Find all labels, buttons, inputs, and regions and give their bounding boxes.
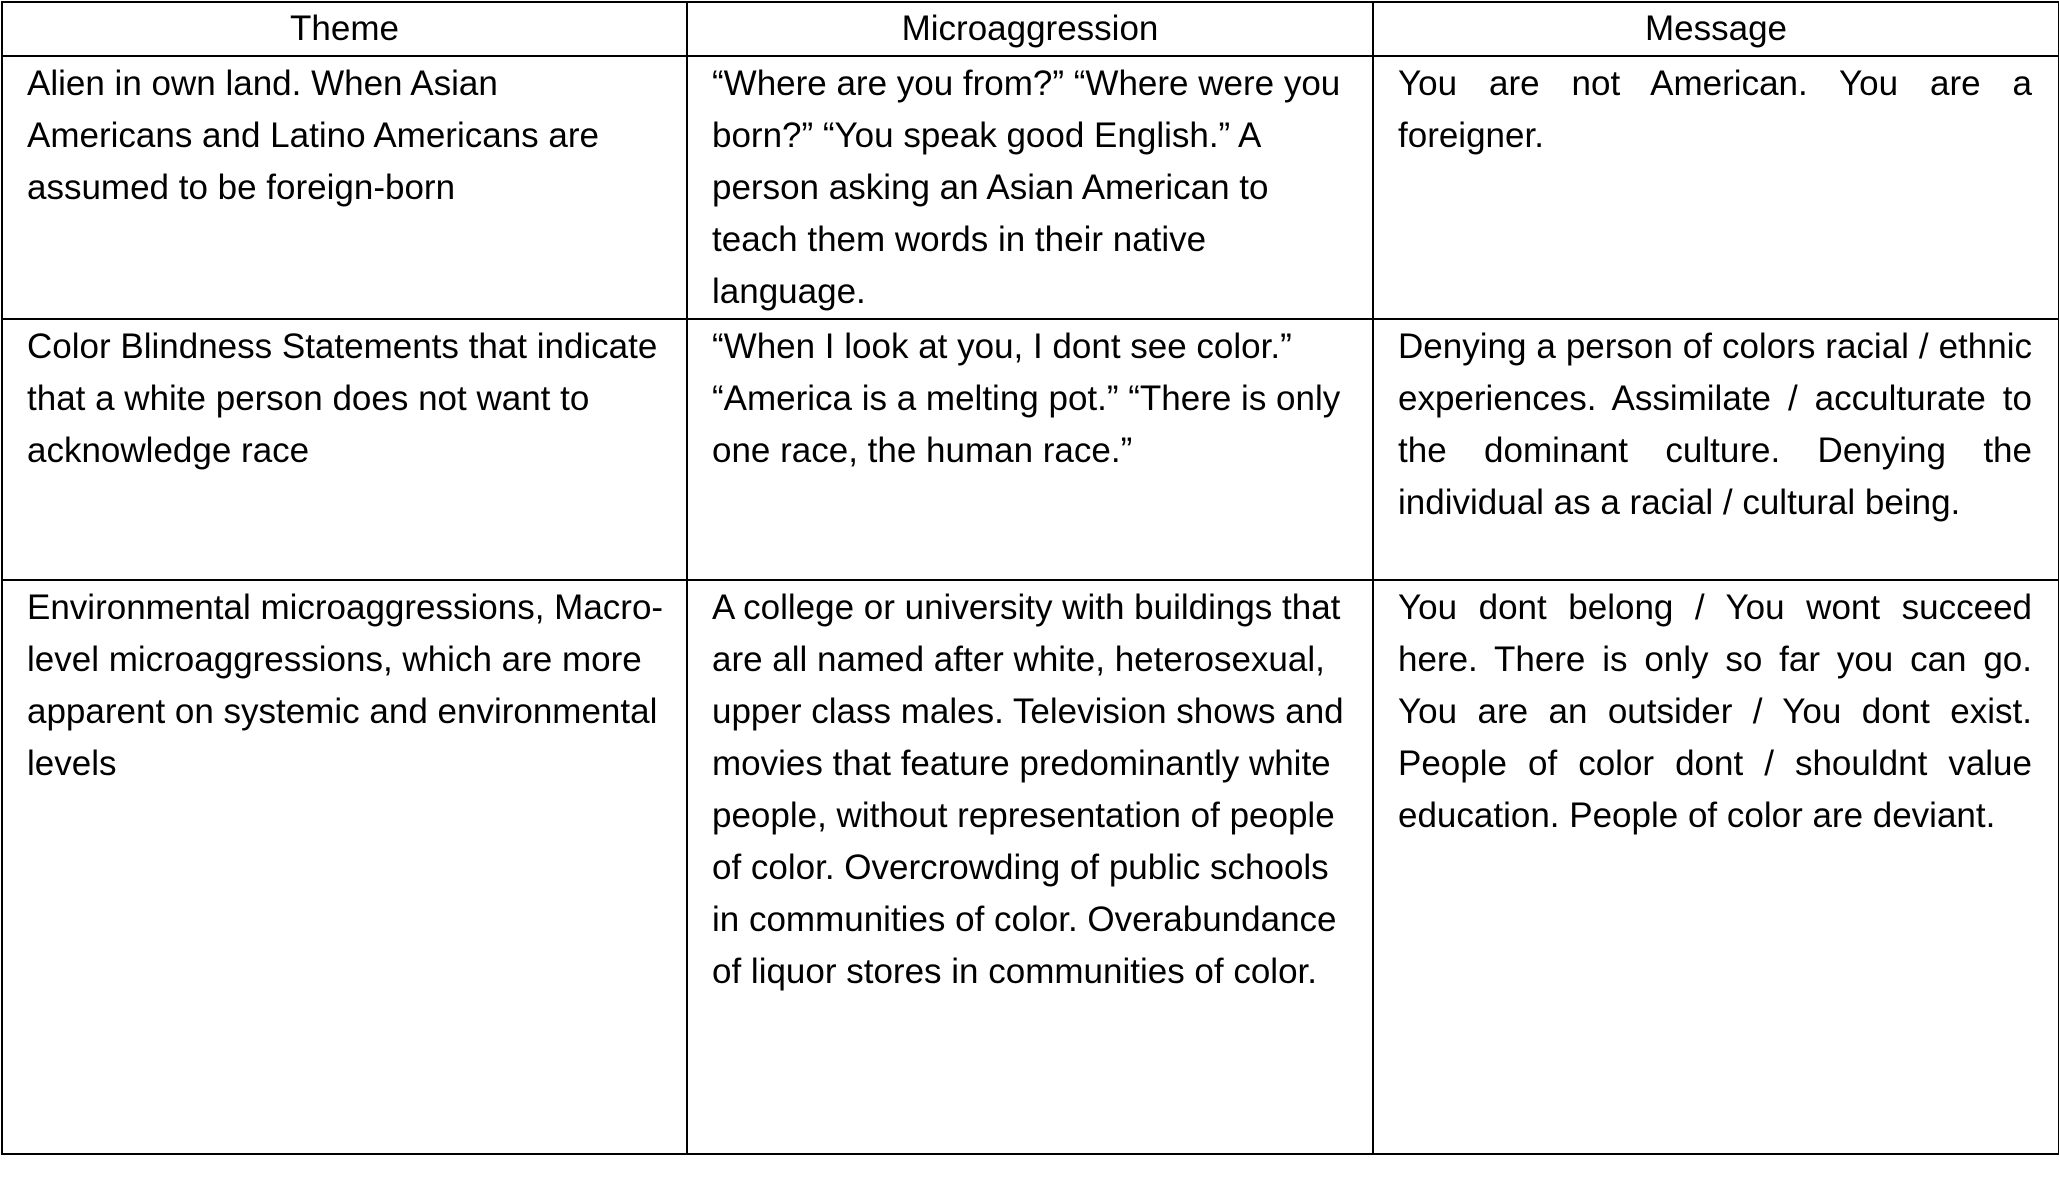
table-row [2,580,2059,1154]
header-row [2,2,2059,56]
message-cell: Denying a person of colors racial / ethnic experiences. Assimilate / acculturate to the dominant culture. Denying the individual as a racial / cultural being. [1373,319,2059,580]
microaggression-cell: “Where are you from?” “Where were you born?” “You speak good English.” A person asking an Asian American to teach them words in their native language. [687,56,1373,319]
table-row [2,56,2059,319]
table-header [2,2,2059,56]
header-microaggression: Microaggression [687,2,1373,56]
theme-cell: Color Blindness Statements that indicate that a white person does not want to acknowledge race [2,319,687,580]
theme-cell: Environmental microaggressions, Macro-level microaggressions, which are more apparent on systemic and environmental levels [2,580,687,1154]
theme-cell: Alien in own land. When Asian Americans and Latino Americans are assumed to be foreign-born [2,56,687,319]
table-body [2,56,2059,1154]
microaggressions-table [1,1,2059,1155]
header-theme: Theme [2,2,687,56]
message-cell: You are not American. You are a foreigner. [1373,56,2059,319]
table-row [2,319,2059,580]
microaggression-cell: A college or university with buildings that are all named after white, heterosexual, upper class males. Television shows and movies that feature predominantly white people, without representation of people of color. Overcrowding of public schools in communities of color. Overabundance of liquor stores in communities of color. [687,580,1373,1154]
message-cell: You dont belong / You wont succeed here. There is only so far you can go. You are an outsider / You dont exist. People of color dont / shouldnt value education. People of color are deviant. [1373,580,2059,1154]
microaggression-cell: “When I look at you, I dont see color.” “America is a melting pot.” “There is only one race, the human race.” [687,319,1373,580]
header-message: Message [1373,2,2059,56]
